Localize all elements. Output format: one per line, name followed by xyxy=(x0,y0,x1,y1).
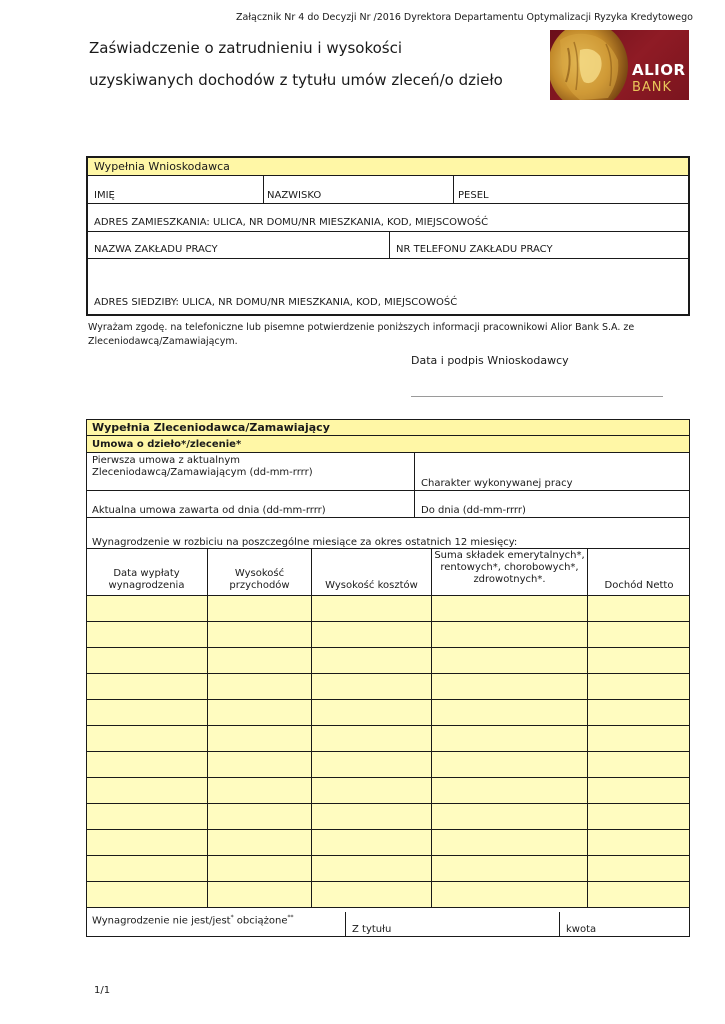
page-number: 1/1 xyxy=(94,985,111,996)
seat-address-field[interactable]: ADRES SIEDZIBY: ULICA, NR DOMU/NR MIESZKANIA, KOD, MIEJSCOWOŚĆ xyxy=(94,297,458,308)
current-contract-from-field[interactable]: Aktualna umowa zawarta od dnia (dd-mm-rrrr) xyxy=(86,491,414,518)
annex-note: Załącznik Nr 4 do Decyzji Nr /2016 Dyrektora Departamentu Optymalizacji Ryzyka Kredytowego xyxy=(236,12,693,23)
encumbrance-word: obciążone xyxy=(233,915,288,927)
alior-bank-logo xyxy=(550,30,689,100)
column-net-income: Dochód Netto xyxy=(587,549,690,596)
encumbrance-title-field[interactable]: Z tytułu xyxy=(345,912,559,937)
employer-phone-field[interactable]: NR TELEFONU ZAKŁADU PRACY xyxy=(389,232,688,259)
signature-line[interactable] xyxy=(411,396,663,397)
first-name-field[interactable]: IMIĘ xyxy=(88,176,263,204)
last-name-field[interactable]: NAZWISKO xyxy=(263,176,453,204)
current-contract-to-field[interactable]: Do dnia (dd-mm-rrrr) xyxy=(414,491,690,518)
address-field[interactable]: ADRES ZAMIESZKANIA: ULICA, NR DOMU/NR MIESZKANIA, KOD, MIEJSCOWOŚĆ xyxy=(88,204,688,232)
contract-type-row[interactable]: Umowa o dzieło*/zlecenie* xyxy=(86,436,690,453)
column-contributions: Suma składek emerytalnych*, rentowych*, chorobowych*, zdrowotnych*. xyxy=(431,549,587,596)
first-contract-field[interactable]: Pierwsza umowa z aktualnym Zleceniodawcą/Zamawiającym (dd-mm-rrrr) xyxy=(86,453,414,491)
logo-text-alior: ALIOR xyxy=(632,61,686,79)
employer-name-field[interactable]: NAZWA ZAKŁADU PRACY xyxy=(88,232,389,259)
column-payment-date: Data wypłaty wynagrodzenia xyxy=(86,549,207,596)
principal-section xyxy=(86,419,690,937)
consent-text: Wyrażam zgodę. na telefoniczne lub pisemne potwierdzenie poniższych informacji pracownikowi Alior Bank S.A. ze Zleceniodawcą/Zamawiającym. xyxy=(88,322,635,347)
signature-label: Data i podpis Wnioskodawcy xyxy=(411,354,569,367)
work-character-field[interactable]: Charakter wykonywanej pracy xyxy=(414,453,690,491)
applicant-section xyxy=(86,156,690,316)
logo-text-bank: BANK xyxy=(632,80,673,95)
encumbrance-footnote-1: * xyxy=(230,914,234,921)
document-title-line1: Zaświadczenie o zatrudnieniu i wysokości xyxy=(89,39,403,57)
column-costs: Wysokość kosztów xyxy=(311,549,431,596)
encumbrance-text: Wynagrodzenie nie jest/jest xyxy=(92,915,231,927)
column-revenue: Wysokość przychodów xyxy=(207,549,311,596)
breakdown-row: Wynagrodzenie w rozbiciu na poszczególne miesiące za okres ostatnich 12 miesięcy: xyxy=(86,518,690,549)
principal-frame xyxy=(86,419,690,937)
encumbrance-amount-field[interactable]: kwota xyxy=(559,912,690,937)
encumbrance-footnote-2: ** xyxy=(287,914,294,921)
pesel-field[interactable]: PESEL xyxy=(453,176,688,204)
document-title-line2: uzyskiwanych dochodów z tytułu umów zleceń/o dzieło xyxy=(89,71,503,89)
applicant-heading: Wypełnia Wnioskodawca xyxy=(88,158,688,176)
principal-heading: Wypełnia Zleceniodawca/Zamawiający xyxy=(86,419,690,436)
